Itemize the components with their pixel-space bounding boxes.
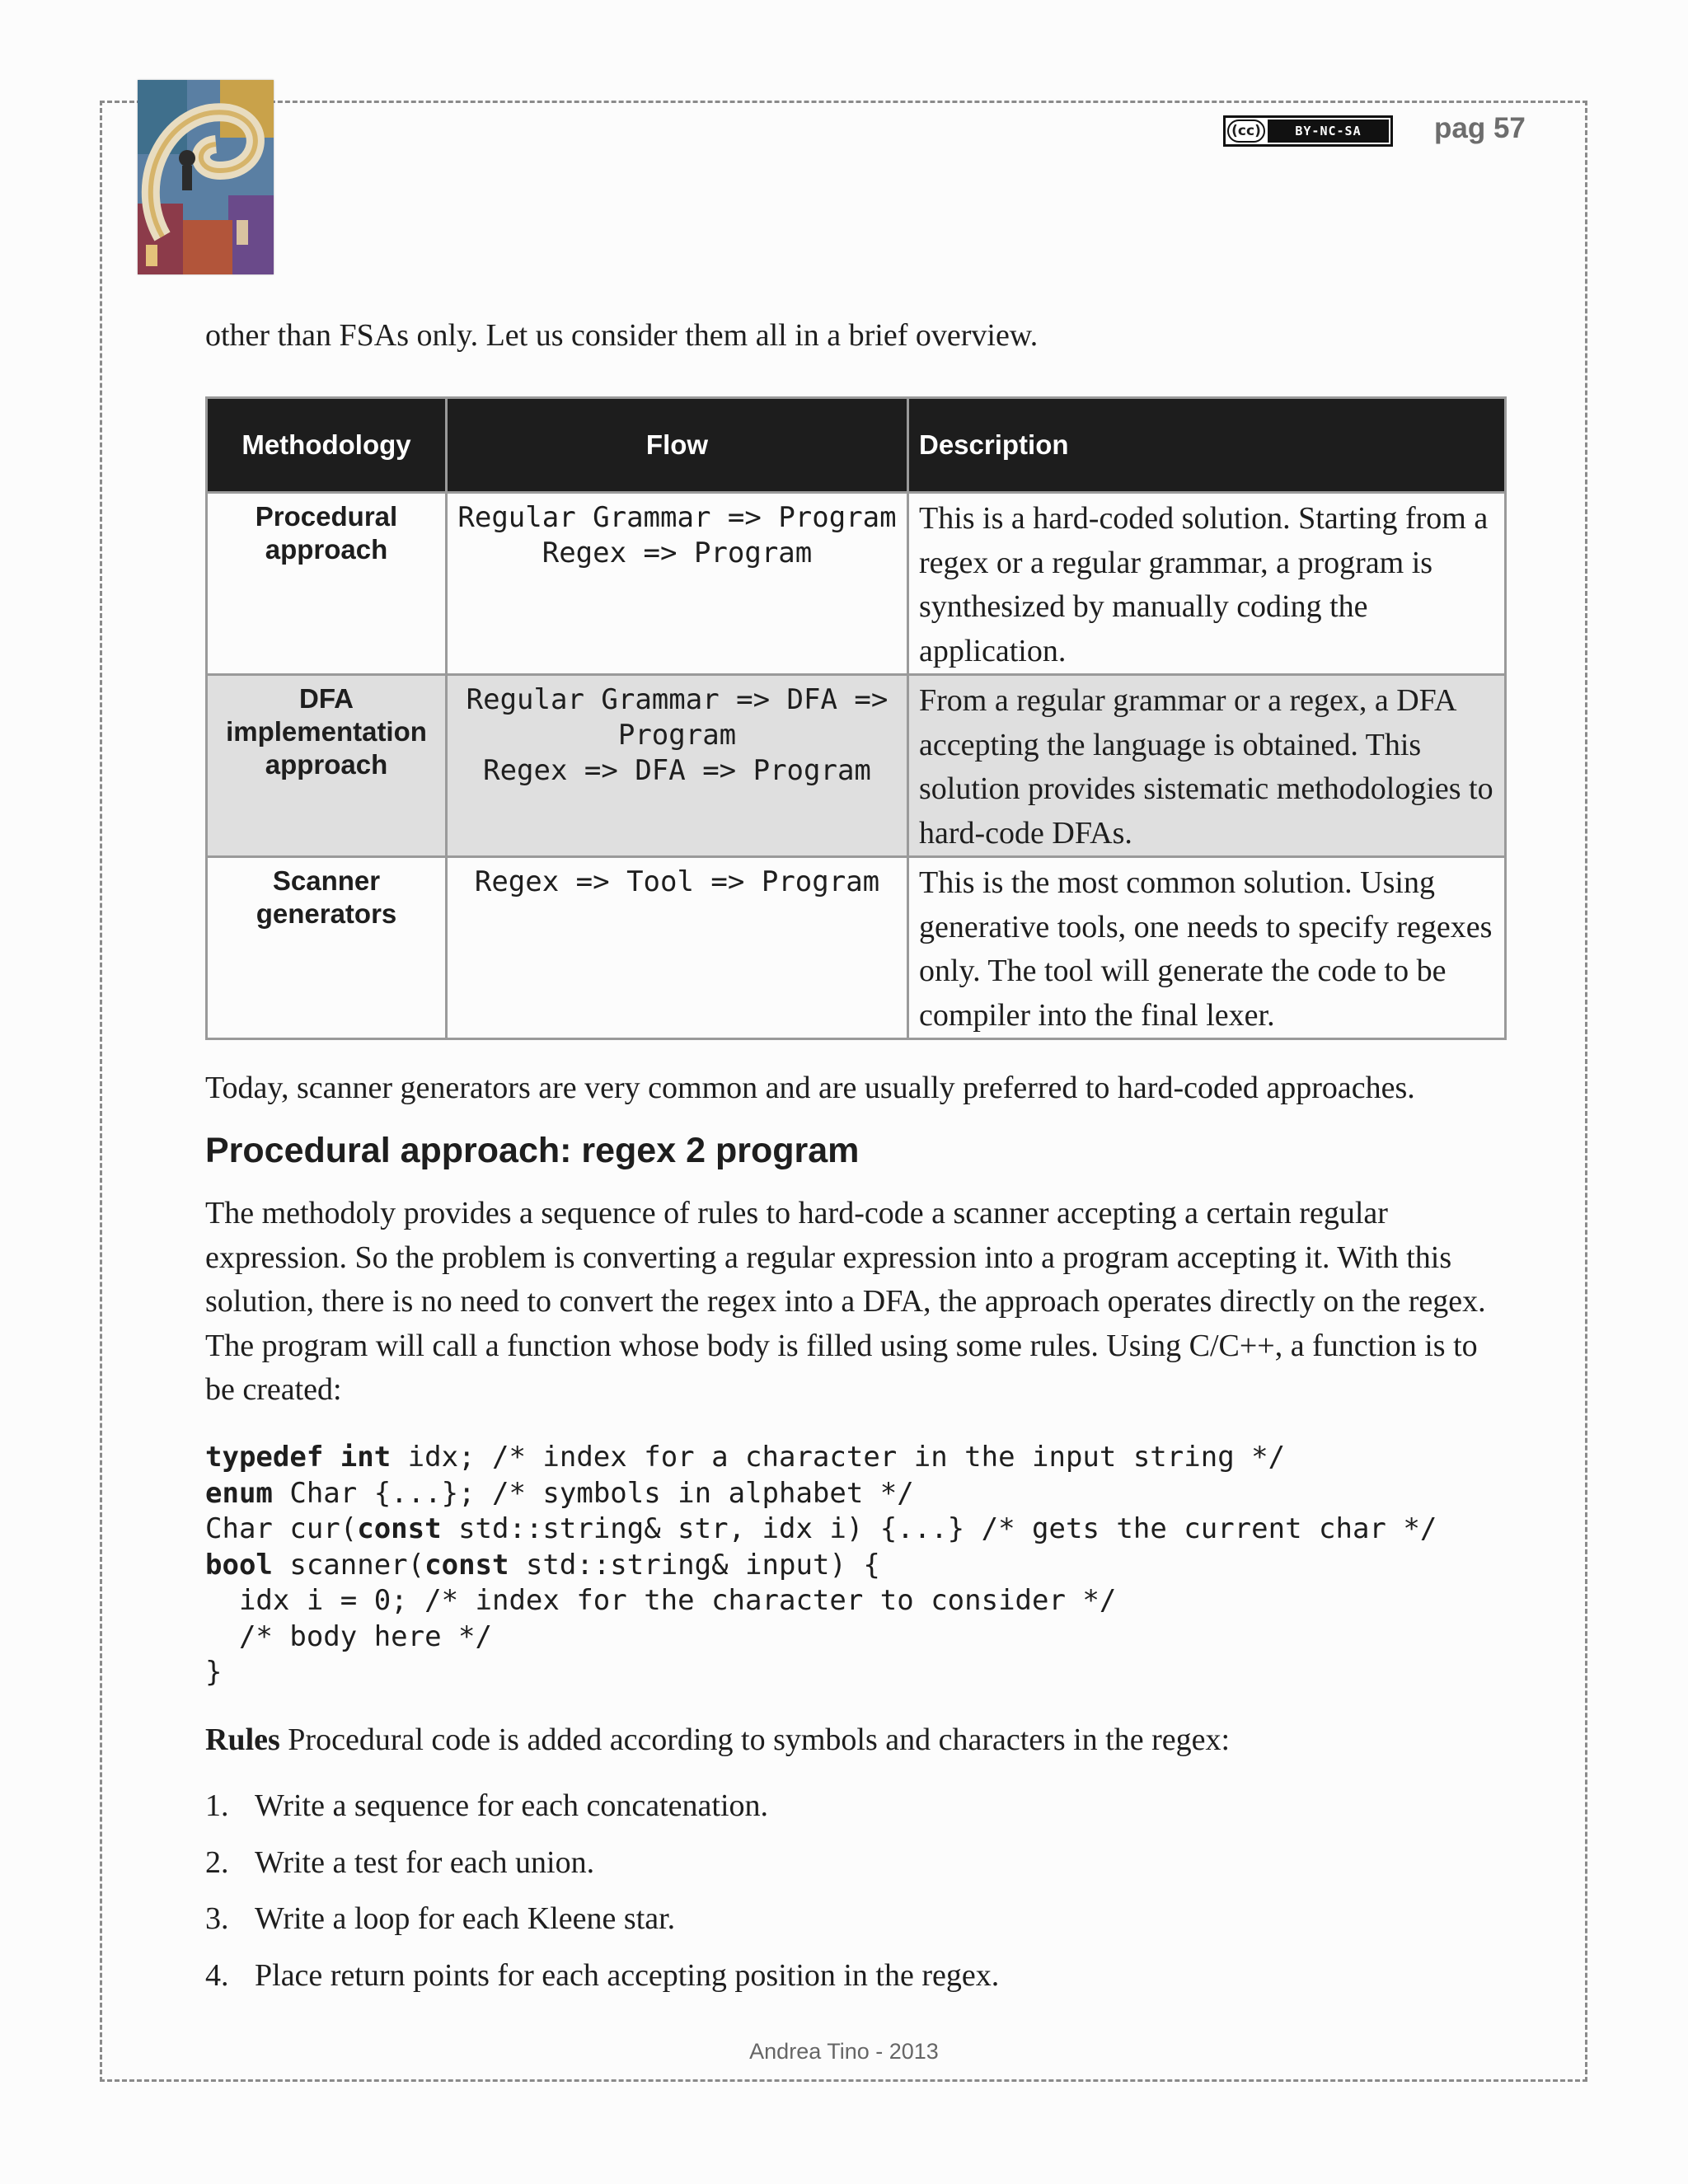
table-row xyxy=(207,493,1506,675)
code-keyword: typedef int xyxy=(205,1441,392,1474)
rules-text: Procedural code is added according to symbols and characters in the regex: xyxy=(279,1722,1231,1757)
list-number: 3. xyxy=(205,1901,229,1936)
page-number: pag 57 xyxy=(1434,112,1526,144)
code-keyword: enum xyxy=(205,1476,273,1510)
row-flow: Regular Grammar => Program Regex => Program xyxy=(457,501,897,569)
list-number: 1. xyxy=(205,1788,229,1823)
section-paragraph: The methodoly provides a sequence of rules to hard-code a scanner accepting a certain regular expression. So the problem is converting a regular expression into a program accepting it. With this solution, there is no need to convert the regex into a DFA, the approach operates directly on the regex. The program will call a function whose body is filled using some rules. Using C/C++, a function is to be created: xyxy=(205,1196,1486,1407)
book-cover-thumbnail xyxy=(138,80,274,274)
row-methodology: Procedural approach xyxy=(255,501,398,565)
row-description: From a regular grammar or a regex, a DFA accepting the language is obtained. This solution provides sistematic methodologies to hard-code DFAs. xyxy=(919,683,1493,851)
list-text: Place return points for each accepting position in the regex. xyxy=(255,1957,1000,1993)
methods-table xyxy=(205,396,1507,1040)
row-methodology: Scanner generators xyxy=(256,865,397,929)
page-footer: Andrea Tino - 2013 xyxy=(749,2039,939,2064)
list-text: Write a sequence for each concatenation. xyxy=(255,1788,769,1823)
license-terms: BY-NC-SA xyxy=(1268,120,1389,143)
after-table-paragraph: Today, scanner generators are very common and are usually preferred to hard-coded approaches. xyxy=(205,1071,1415,1105)
code-text: idx i = 0; /* index for the character to consider */ xyxy=(205,1584,1117,1617)
table-row xyxy=(207,675,1506,857)
code-text: /* body here */ xyxy=(205,1619,492,1653)
row-description: This is the most common solution. Using generative tools, one needs to specify regexes only. The tool will generate the code to be compiler into the final lexer. xyxy=(919,865,1493,1033)
code-text: } xyxy=(205,1656,223,1689)
cc-license-badge[interactable] xyxy=(1223,115,1393,147)
code-block xyxy=(205,1440,1437,1691)
rules-list xyxy=(205,1784,999,2010)
code-keyword: bool xyxy=(205,1548,273,1582)
intro-paragraph: other than FSAs only. Let us consider them all in a brief overview. xyxy=(205,318,1039,353)
list-text: Write a loop for each Kleene star. xyxy=(255,1901,676,1936)
list-item xyxy=(205,1897,999,1954)
list-item xyxy=(205,1784,999,1841)
list-number: 4. xyxy=(205,1957,229,1993)
list-item xyxy=(205,1954,999,2011)
rules-paragraph xyxy=(205,1718,1230,1762)
rules-label: Rules xyxy=(205,1722,280,1757)
code-text: Char cur( xyxy=(205,1512,358,1545)
code-text: std::string& str, idx i) {...} /* gets the current char */ xyxy=(441,1512,1437,1545)
list-item xyxy=(205,1841,999,1898)
code-keyword: const xyxy=(357,1512,442,1545)
table-row xyxy=(207,857,1506,1039)
table-header-row xyxy=(207,398,1506,493)
code-text: Char {...}; /* symbols in alphabet */ xyxy=(272,1476,914,1510)
row-flow: Regular Grammar => DFA => Program Regex => DFA => Program xyxy=(466,683,889,787)
section-heading: Procedural approach: regex 2 program xyxy=(205,1131,860,1170)
row-flow: Regex => Tool => Program xyxy=(474,865,880,898)
cc-icon: (cc) xyxy=(1227,120,1265,143)
list-number: 2. xyxy=(205,1844,229,1880)
code-text: idx; /* index for a character in the input string */ xyxy=(391,1441,1286,1474)
row-methodology: DFA implementation approach xyxy=(226,683,427,780)
header-methodology: Methodology xyxy=(207,398,447,493)
code-text: std::string& input) { xyxy=(509,1548,880,1582)
code-keyword: const xyxy=(424,1548,509,1582)
list-text: Write a test for each union. xyxy=(255,1844,595,1880)
code-text: scanner( xyxy=(272,1548,425,1582)
header-flow: Flow xyxy=(447,398,908,493)
header-description: Description xyxy=(908,398,1506,493)
row-description: This is a hard-coded solution. Starting from a regex or a regular grammar, a program is synthesized by manually coding the application. xyxy=(919,501,1489,668)
